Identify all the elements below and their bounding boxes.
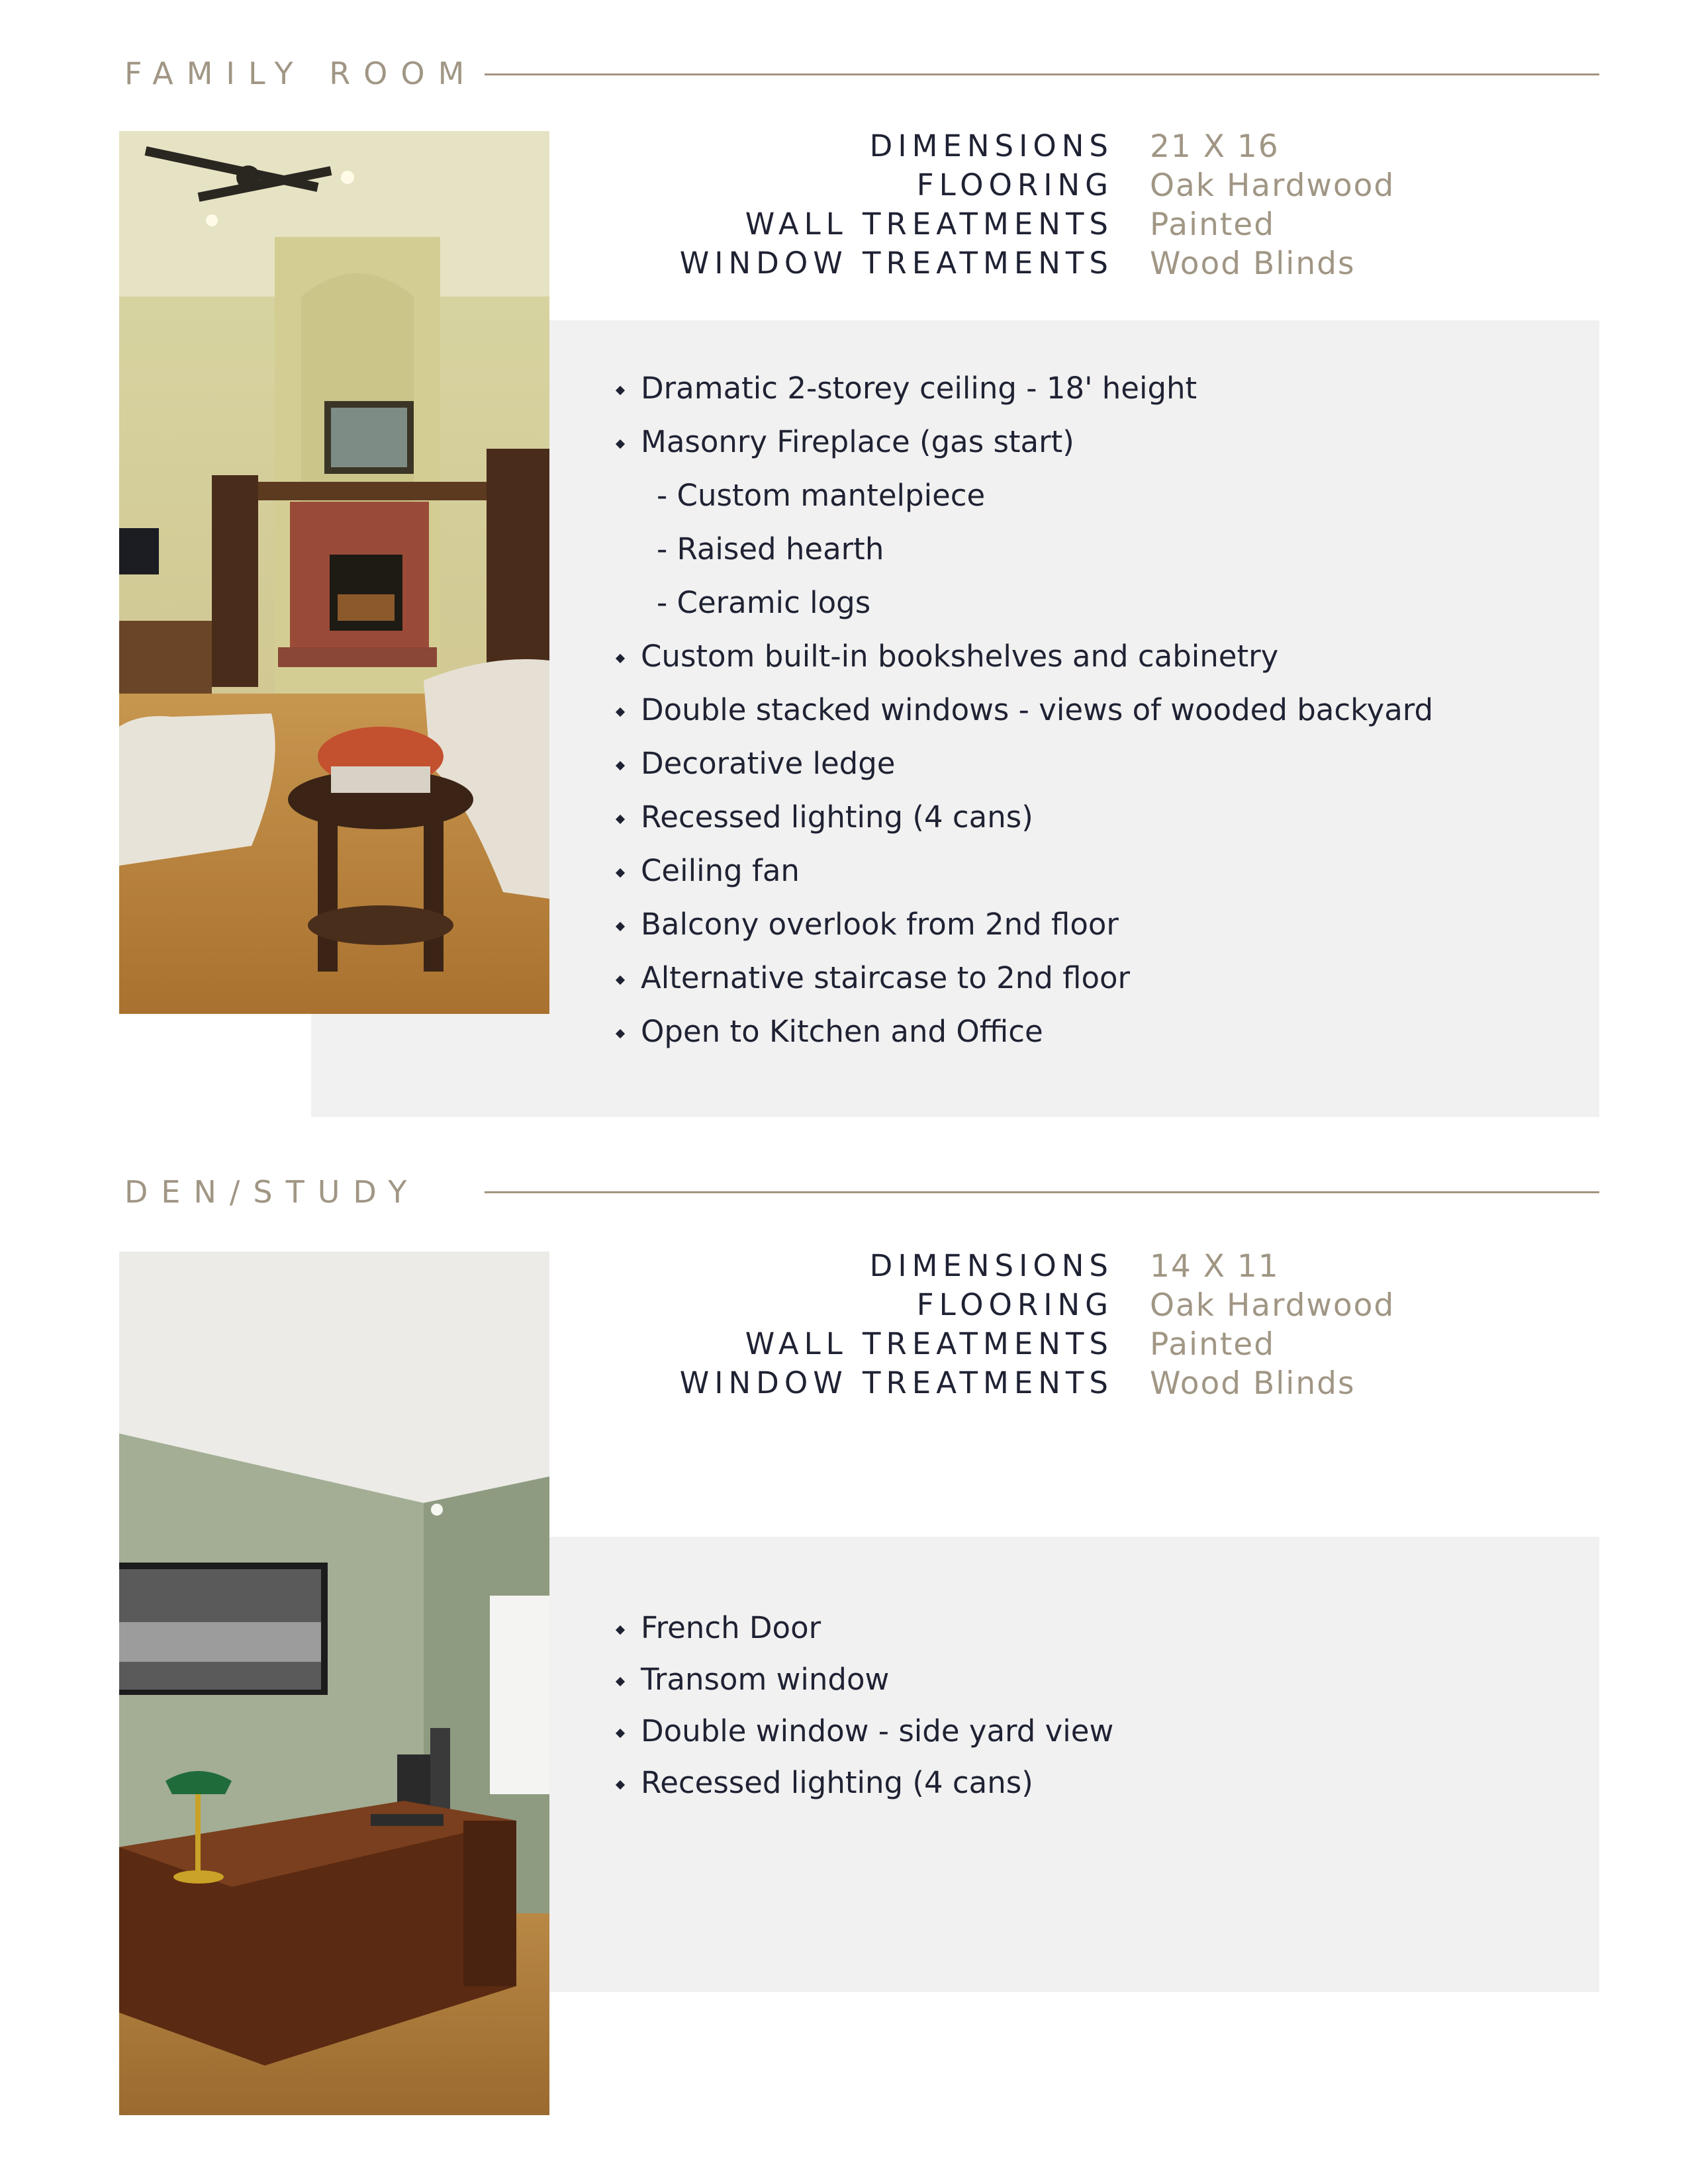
spec-value: Oak Hardwood bbox=[1150, 167, 1395, 204]
list-item-text: Recessed lighting (4 cans) bbox=[641, 1765, 1033, 1800]
bullet-icon bbox=[616, 761, 625, 770]
spec-value: Wood Blinds bbox=[1150, 246, 1356, 282]
list-item bbox=[617, 1765, 1113, 1819]
list-item bbox=[617, 424, 1433, 480]
spec-label: WINDOW TREATMENTS bbox=[679, 246, 1113, 281]
bullet-icon bbox=[616, 386, 625, 395]
list-item-text: Dramatic 2-storey ceiling - 18' height bbox=[641, 371, 1197, 406]
bullet-icon bbox=[616, 1625, 625, 1635]
bullet-icon bbox=[616, 815, 625, 824]
list-item bbox=[617, 692, 1434, 749]
section-divider bbox=[485, 1191, 1599, 1193]
list-item bbox=[617, 909, 1433, 963]
section-title-den-study: DEN/STUDY bbox=[124, 1174, 420, 1210]
list-item-text: Custom built-in bookshelves and cabinetry bbox=[641, 639, 1279, 674]
spec-label: FLOORING bbox=[916, 167, 1113, 203]
bullet-icon bbox=[616, 654, 625, 663]
list-item-text: Transom window bbox=[641, 1662, 890, 1697]
list-item bbox=[617, 853, 1433, 909]
list-item bbox=[617, 799, 1433, 856]
list-item-text: Alternative staircase to 2nd floor bbox=[641, 960, 1131, 995]
spec-row-window-treatments bbox=[0, 248, 1688, 288]
list-item-text: Open to Kitchen and Office bbox=[641, 1014, 1043, 1049]
spec-value: Wood Blinds bbox=[1150, 1365, 1356, 1402]
list-item-text: - Raised hearth bbox=[657, 531, 884, 567]
spec-label: DIMENSIONS bbox=[869, 128, 1113, 163]
spec-row-flooring bbox=[0, 1287, 1688, 1330]
bullet-icon bbox=[616, 868, 625, 878]
list-item bbox=[617, 1014, 1433, 1070]
spec-value: Oak Hardwood bbox=[1150, 1287, 1395, 1324]
list-item-text: French Door bbox=[641, 1610, 821, 1645]
list-item-text: Decorative ledge bbox=[641, 746, 896, 781]
list-item bbox=[617, 585, 1433, 641]
feature-list-den-study bbox=[617, 1610, 1114, 1819]
spec-label: DIMENSIONS bbox=[869, 1248, 1113, 1283]
spec-row-wall-treatments bbox=[0, 206, 1688, 249]
list-item-text: Double stacked windows - views of wooded backyard bbox=[641, 692, 1434, 727]
list-item bbox=[617, 1610, 1113, 1664]
list-item-text: Double window - side yard view bbox=[641, 1713, 1114, 1749]
spec-value: Painted bbox=[1150, 1326, 1276, 1363]
spec-row-flooring bbox=[0, 167, 1688, 210]
bullet-icon bbox=[616, 1029, 625, 1038]
list-item-text: Ceiling fan bbox=[641, 853, 800, 888]
list-item bbox=[617, 960, 1433, 1017]
list-item bbox=[617, 531, 1433, 588]
bullet-icon bbox=[616, 1677, 625, 1686]
bullet-icon bbox=[616, 976, 625, 985]
list-item-text: Masonry Fireplace (gas start) bbox=[641, 424, 1074, 459]
list-item-text: Balcony overlook from 2nd floor bbox=[641, 907, 1119, 942]
list-item-text: - Ceramic logs bbox=[657, 585, 871, 620]
list-item bbox=[617, 746, 1433, 802]
spec-value: Painted bbox=[1150, 206, 1276, 243]
spec-label: FLOORING bbox=[916, 1287, 1113, 1322]
spec-row-dimensions bbox=[0, 1248, 1688, 1291]
list-item bbox=[617, 641, 1433, 695]
spec-value: 21 X 16 bbox=[1150, 128, 1280, 165]
spec-label: WINDOW TREATMENTS bbox=[679, 1365, 1113, 1400]
bullet-icon bbox=[616, 707, 625, 717]
feature-list-family-room bbox=[617, 373, 1433, 1070]
spec-row-wall-treatments bbox=[0, 1326, 1688, 1369]
spec-row-window-treatments bbox=[0, 1365, 1688, 1408]
section-title-family-room: FAMILY ROOM bbox=[124, 56, 478, 91]
list-item bbox=[617, 1713, 1114, 1768]
list-item bbox=[617, 480, 1433, 534]
bullet-icon bbox=[616, 922, 625, 931]
list-item-text: Recessed lighting (4 cans) bbox=[641, 799, 1033, 835]
spec-value: 14 X 11 bbox=[1150, 1248, 1280, 1285]
bullet-icon bbox=[616, 439, 625, 449]
bullet-icon bbox=[616, 1780, 625, 1790]
section-divider bbox=[485, 73, 1599, 75]
list-item bbox=[617, 373, 1433, 427]
bullet-icon bbox=[616, 1729, 625, 1738]
list-item-text: - Custom mantelpiece bbox=[657, 478, 986, 513]
spec-label: WALL TREATMENTS bbox=[745, 1326, 1113, 1361]
spec-label: WALL TREATMENTS bbox=[745, 206, 1113, 242]
spec-row-dimensions bbox=[0, 128, 1688, 171]
list-item bbox=[617, 1664, 1113, 1716]
